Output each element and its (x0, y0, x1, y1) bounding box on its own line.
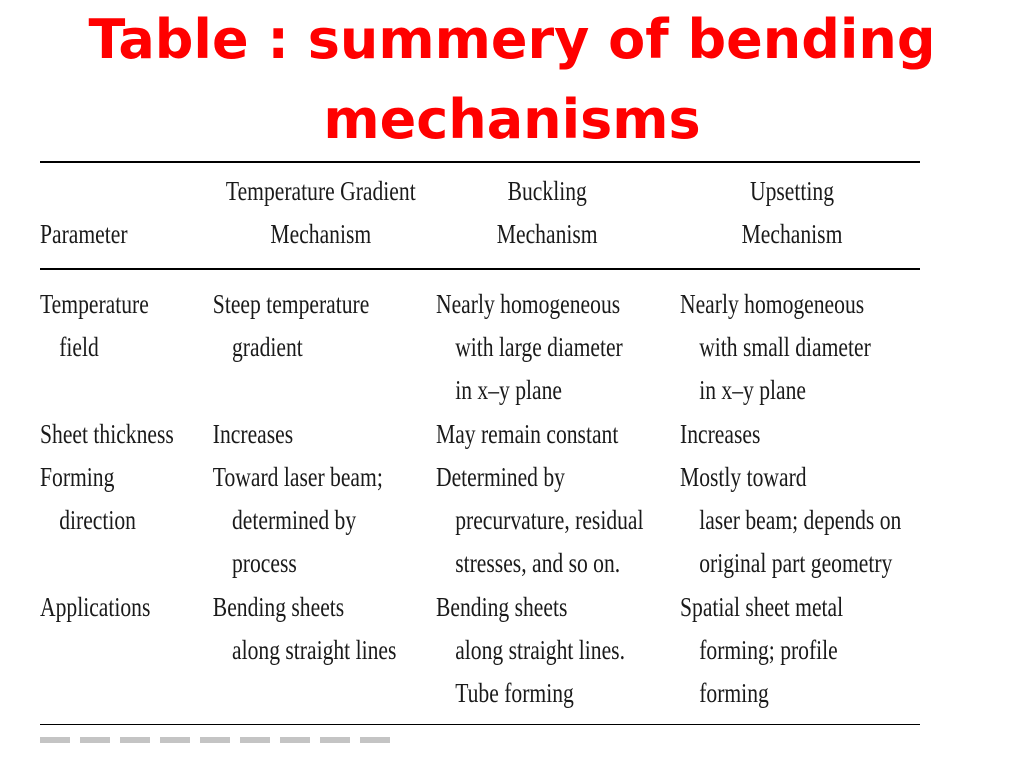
table-bottom-rule (40, 724, 920, 725)
cell-line: determined by (232, 505, 357, 535)
table-top-rule (40, 161, 920, 163)
cell-line: forming; profile (699, 635, 838, 665)
cell-line: Tube forming (455, 678, 574, 708)
cell-line: Determined by (436, 462, 565, 492)
slide-title-line-1: Table : summery of bending (88, 8, 936, 71)
cell-line: process (232, 548, 297, 578)
header-temperature-gradient-line-1: Temperature Gradient (225, 176, 416, 206)
cell-line: laser beam; depends on (699, 505, 902, 535)
cell-line: Nearly homogeneous (680, 289, 865, 319)
cell-line: Toward laser beam; (212, 462, 383, 492)
cell-line: Bending sheets (436, 592, 568, 622)
cell-line: with large diameter (455, 332, 623, 362)
row-applications-parameter (40, 586, 150, 629)
row-forming-direction-buckling (436, 456, 644, 585)
header-upsetting (716, 170, 868, 256)
cell-line: gradient (232, 332, 303, 362)
row-applications-buckling (436, 586, 625, 715)
slide-title-line-2: mechanisms (323, 88, 701, 151)
cell-line: precurvature, residual (455, 505, 644, 535)
header-upsetting-line-1: Upsetting (750, 176, 834, 206)
row-forming-direction-gradient (213, 456, 383, 585)
header-parameter (40, 213, 128, 256)
cell-line: Mostly toward (680, 462, 807, 492)
cell-line: Temperature (40, 289, 149, 319)
row-temperature-field-gradient (213, 283, 370, 369)
cell-line: stresses, and so on. (455, 548, 621, 578)
header-temperature-gradient-line-2: Mechanism (270, 219, 372, 249)
cell-line: in x–y plane (699, 375, 806, 405)
table-header-rule (40, 268, 920, 270)
row-forming-direction-parameter (40, 456, 136, 542)
row-temperature-field-upsetting (680, 283, 871, 412)
row-applications-upsetting (680, 586, 843, 715)
cell-line: along straight lines (232, 635, 397, 665)
cell-line: Increases (680, 419, 761, 449)
cropped-source-note (40, 737, 400, 743)
header-parameter-label: Parameter (40, 219, 128, 249)
header-buckling-line-2: Mechanism (496, 219, 598, 249)
row-applications-gradient (213, 586, 397, 672)
header-buckling (471, 170, 623, 256)
row-sheet-thickness-parameter (40, 413, 174, 456)
cell-line: May remain constant (436, 419, 619, 449)
cell-line: Sheet thickness (40, 419, 174, 449)
header-upsetting-line-2: Mechanism (741, 219, 843, 249)
slide-title (0, 0, 1024, 160)
header-buckling-line-1: Buckling (507, 176, 587, 206)
header-temperature-gradient (213, 170, 429, 256)
row-sheet-thickness-buckling (436, 413, 618, 456)
cell-line: Applications (40, 592, 151, 622)
cell-line: field (59, 332, 99, 362)
row-temperature-field-parameter (40, 283, 149, 369)
row-sheet-thickness-upsetting (680, 413, 760, 456)
cell-line: Steep temperature (212, 289, 370, 319)
cell-line: along straight lines. (455, 635, 625, 665)
cell-line: in x–y plane (455, 375, 562, 405)
row-sheet-thickness-gradient (213, 413, 293, 456)
cell-line: Bending sheets (212, 592, 345, 622)
cell-line: Increases (212, 419, 294, 449)
cell-line: Forming (40, 462, 115, 492)
cell-line: direction (59, 505, 136, 535)
cell-line: Spatial sheet metal (680, 592, 844, 622)
row-temperature-field-buckling (436, 283, 623, 412)
cell-line: Nearly homogeneous (436, 289, 621, 319)
cell-line: with small diameter (699, 332, 871, 362)
cell-line: original part geometry (699, 548, 893, 578)
row-forming-direction-upsetting (680, 456, 901, 585)
cell-line: forming (699, 678, 769, 708)
